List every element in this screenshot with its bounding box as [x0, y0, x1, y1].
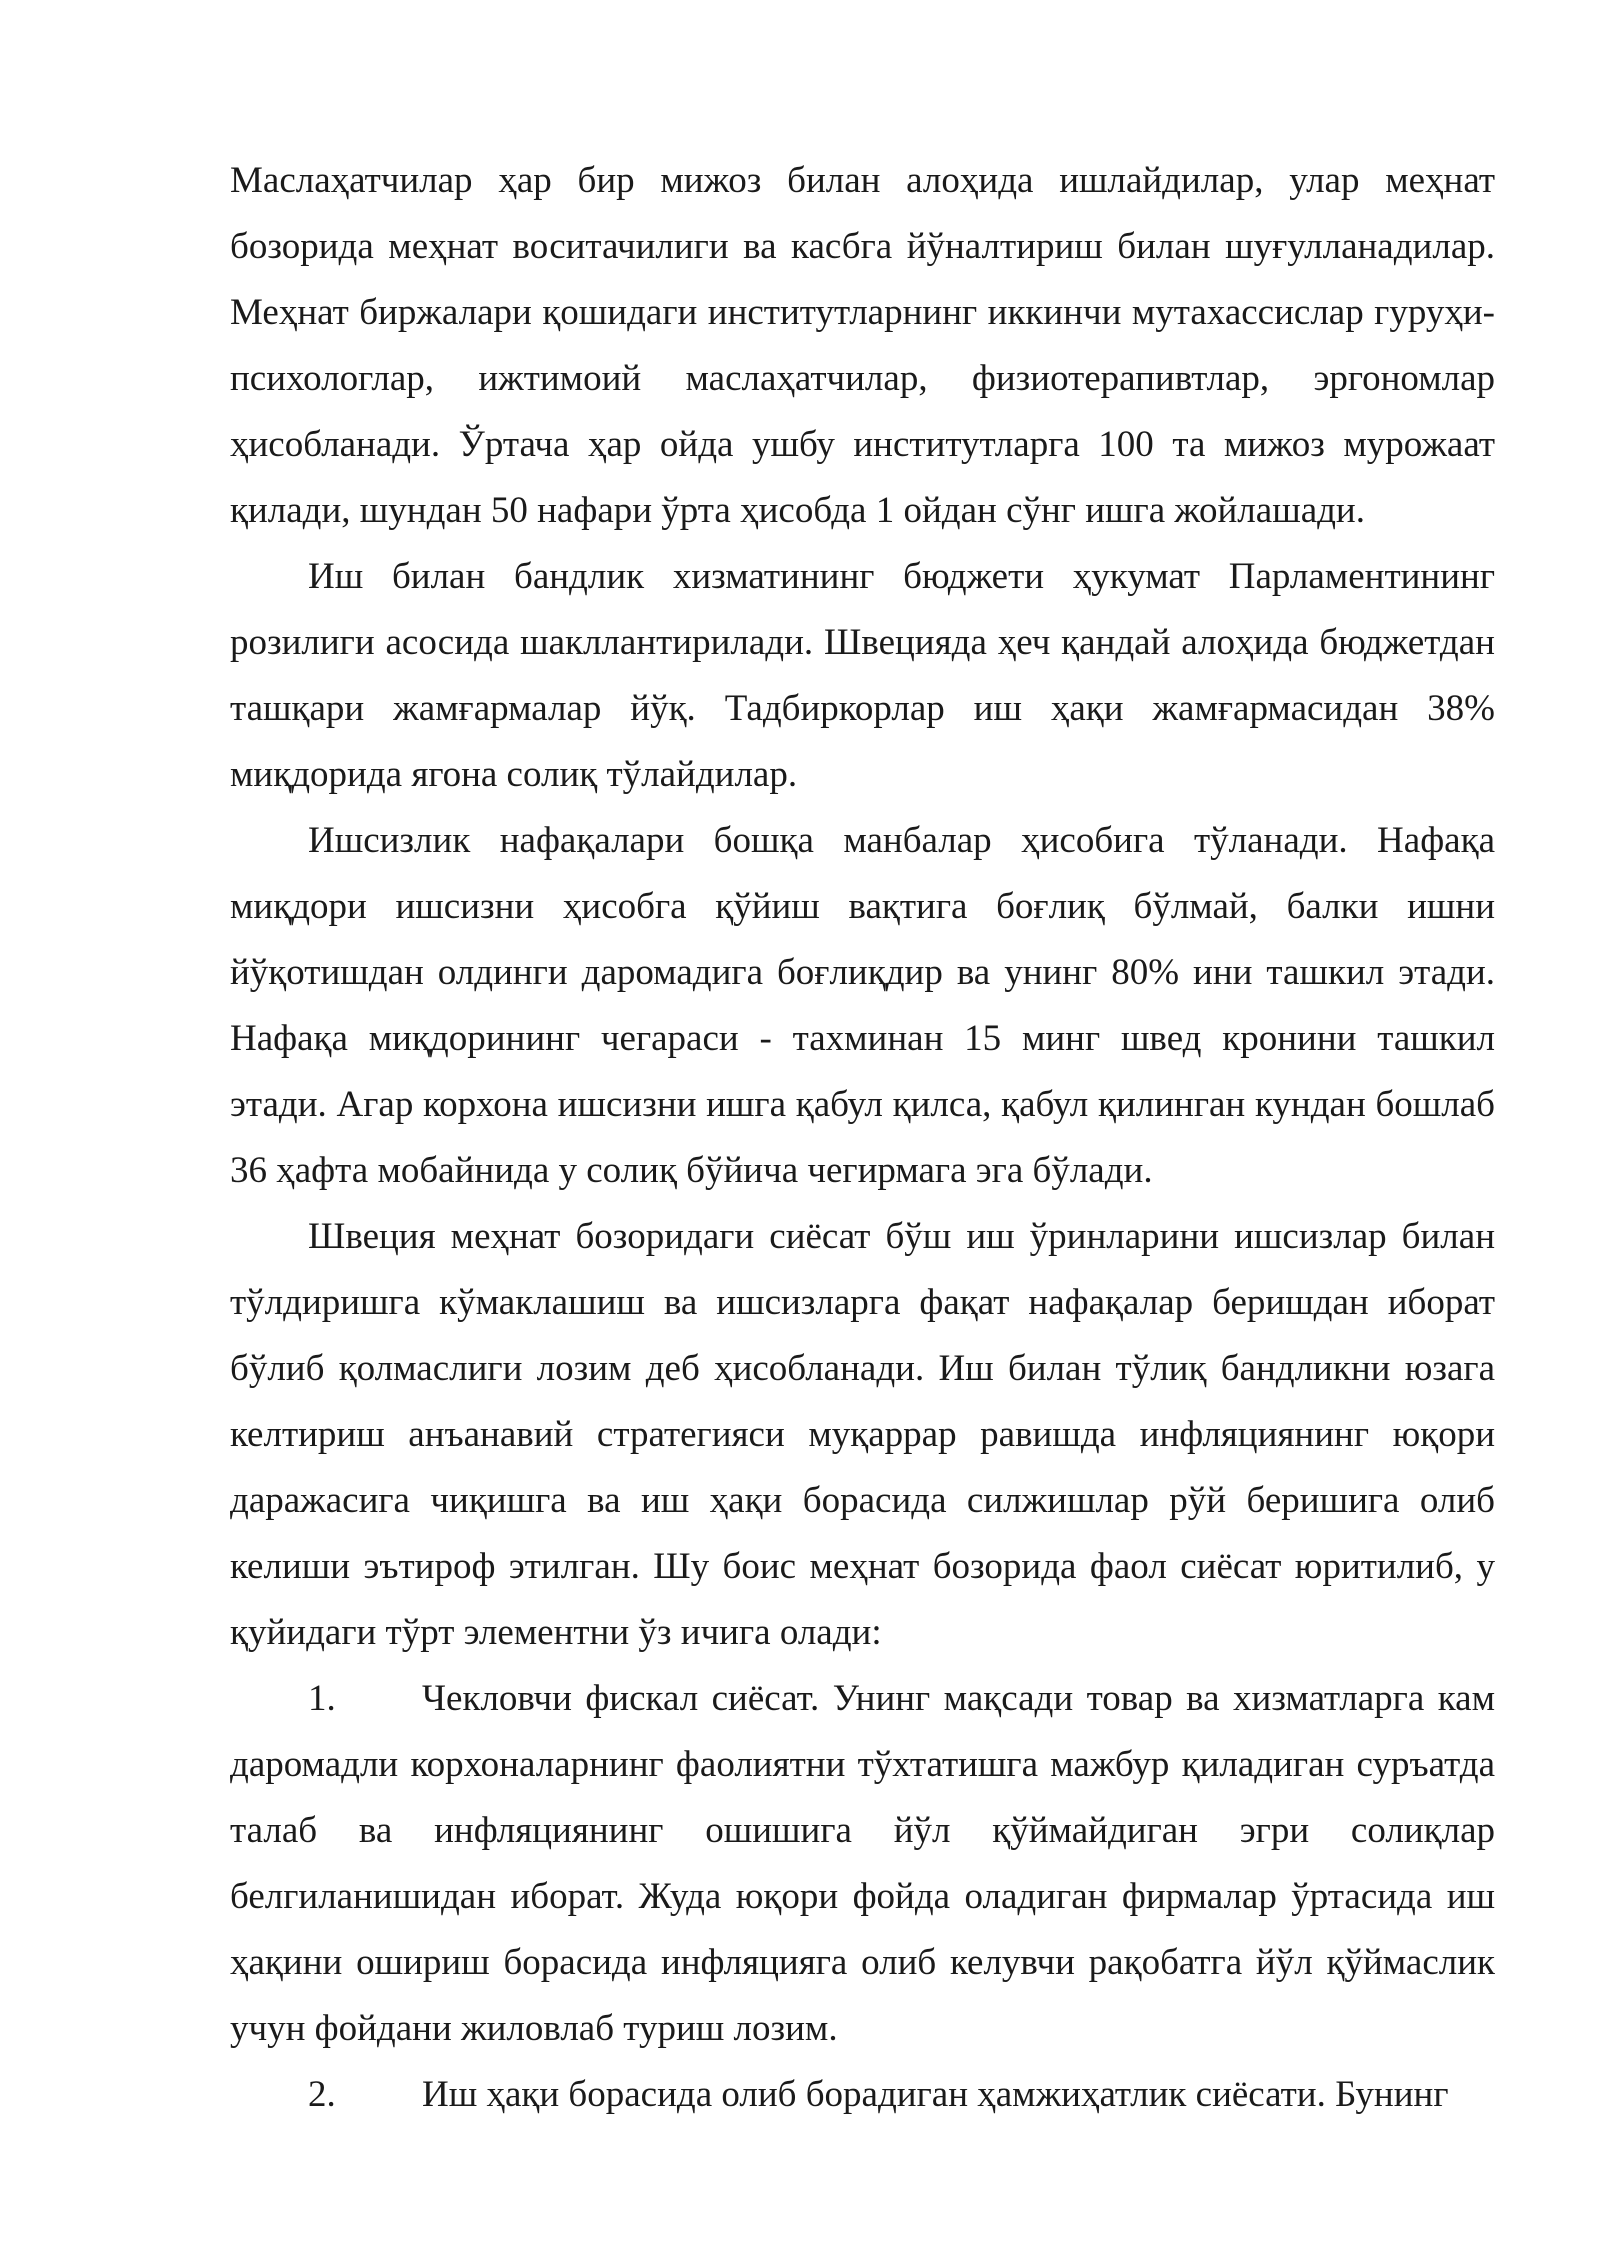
list-number: 2.	[308, 2074, 336, 2115]
list-item-text: Иш ҳақи борасида олиб борадиган ҳамжиҳатлик сиёсати. Бунинг	[422, 2074, 1449, 2115]
paragraph-consultants: Маслаҳатчилар ҳар бир мижоз билан алоҳида ишлайдилар, улар меҳнат бозорида меҳнат воситачилиги ва касбга йўналтириш билан шуғулланадилар. Меҳнат биржалари қошидаги институтларнинг иккинчи мутахассислар гуруҳи-психологлар, ижтимоий маслаҳатчилар, физиотерапивтлар, эргономлар ҳисобланади. Ўртача ҳар ойда ушбу институтларга 100 та мижоз мурожаат қилади, шундан 50 нафари ўрта ҳисобда 1 ойдан сўнг ишга жойлашади.	[230, 160, 1495, 531]
document-body	[230, 148, 1495, 2128]
paragraph-labor-market-policy: Швеция меҳнат бозоридаги сиёсат бўш иш ўринларини ишсизлар билан тўлдиришга кўмаклашиш ва ишсизларга фақат нафақалар беришдан иборат бўлиб қолмаслиги лозим деб ҳисобланади. Иш билан тўлиқ бандликни юзага келтириш анъанавий стратегияси муқаррар равишда инфляциянинг юқори даражасига чиқишга ва иш ҳақи борасида силжишлар рўй беришига олиб келиши эътироф этилган. Шу боис меҳнат бозорида фаол сиёсат юритилиб, у қуйидаги тўрт элементни ўз ичига олади:	[230, 1216, 1495, 1653]
paragraph-employment-budget: Иш билан бандлик хизматининг бюджети ҳукумат Парламентининг розилиги асосида шакллантирилади. Швецияда ҳеч қандай алоҳида бюджетдан ташқари жамғармалар йўқ. Тадбиркорлар иш ҳақи жамғармасидан 38% миқдорида ягона солиқ тўлайдилар.	[230, 556, 1495, 795]
paragraph-unemployment-benefits: Ишсизлик нафақалари бошқа манбалар ҳисобига тўланади. Нафақа миқдори ишсизни ҳисобга қўйиш вақтига боғлиқ бўлмай, балки ишни йўқотишдан олдинги даромадига боғлиқдир ва унинг 80% ини ташкил этади. Нафақа миқдорининг чегараси - тахминан 15 минг швед кронини ташкил этади. Агар корхона ишсизни ишга қабул қилса, қабул қилинган кундан бошлаб 36 ҳафта мобайнида у солиқ бўйича чегирмага эга бўлади.	[230, 820, 1495, 1191]
list-item-wage-solidarity	[230, 2062, 1495, 2128]
list-item-fiscal-policy	[230, 1666, 1495, 2062]
list-number: 1.	[308, 1678, 336, 1719]
list-item-text: Чекловчи фискал сиёсат. Унинг мақсади товар ва хизматларга кам даромадли корхоналарнинг фаолиятни тўхтатишга мажбур қиладиган суръатда талаб ва инфляциянинг ошишига йўл қўймайдиган эгри солиқлар белгиланишидан иборат. Жуда юқори фойда оладиган фирмалар ўртасида иш ҳақини ошириш борасида инфляцияга олиб келувчи рақобатга йўл қўймаслик учун фойдани жиловлаб туриш лозим.	[230, 1678, 1495, 2049]
